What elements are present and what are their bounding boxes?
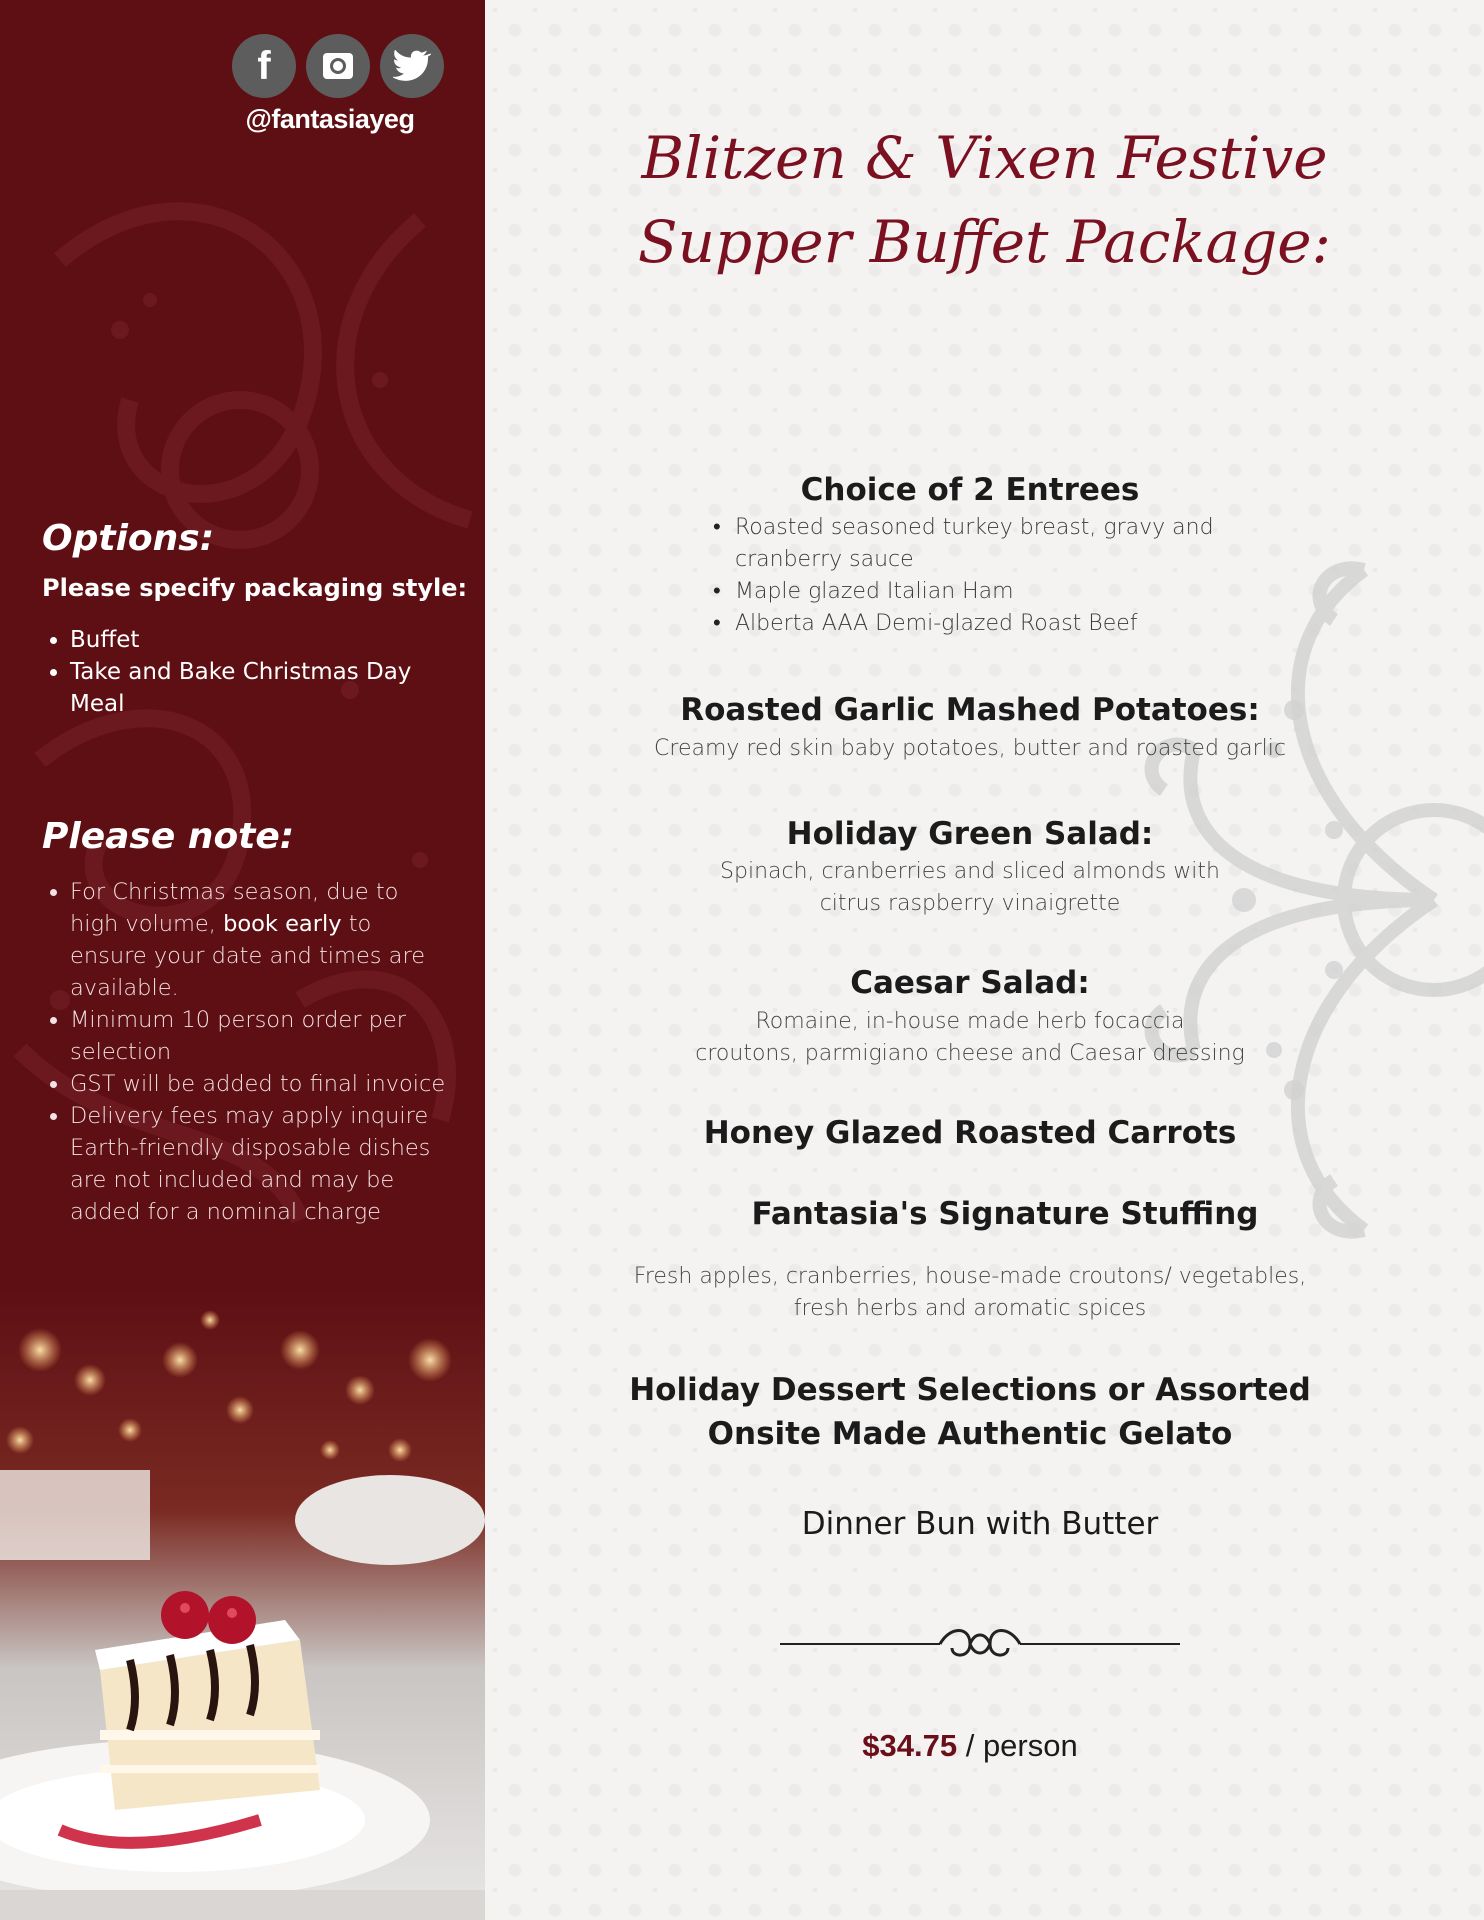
green-salad-description [485,856,1455,920]
twitter-icon[interactable] [380,34,444,98]
price [485,1728,1455,1764]
stuffing-desc-line-2: fresh herbs and aromatic spices [793,1296,1147,1321]
caesar-desc-line-1: Romaine, in-house made herb focaccia [755,1009,1185,1034]
price-unit: / person [965,1728,1078,1763]
list-item: • Roasted seasoned turkey breast, gravy and cranberry sauce [713,512,1233,576]
notes-list [42,876,450,1228]
sidebar [0,0,485,1920]
title-line-2: Supper Buffet Package: [637,208,1332,276]
stuffing-desc-line-1: Fresh apples, cranberries, house-made croutons/ vegetables, [633,1264,1307,1289]
green-salad-heading: Holiday Green Salad: [786,816,1154,852]
price-amount: $34.75 [862,1728,958,1763]
list-item: • Take and Bake Christmas Day Meal [70,656,430,720]
dessert-heading-line-2: Onsite Made Authentic Gelato [707,1416,1233,1452]
title-line-1: Blitzen & Vixen Festive [641,124,1328,192]
menu-panel [485,0,1484,1920]
green-salad-desc-line-2: citrus raspberry vinaigrette [819,891,1121,916]
camera-icon [320,48,356,84]
green-salad-desc-line-1: Spinach, cranberries and sliced almonds with [720,859,1220,884]
social-links [232,34,444,98]
entrees-heading: Choice of 2 Entrees [800,472,1140,508]
dessert-heading [485,1368,1455,1456]
list-item: • GST will be added to final invoice [70,1068,450,1100]
list-item: • Alberta AAA Demi-glazed Roast Beef [713,608,1233,640]
caesar-heading: Caesar Salad: [850,965,1090,1001]
potatoes-heading: Roasted Garlic Mashed Potatoes: [680,692,1260,728]
instagram-icon[interactable] [306,34,370,98]
note-text: to ensure your date and times are available. [70,911,426,1001]
stuffing-heading: Fantasia's Signature Stuffing [751,1196,1259,1232]
list-item: • Delivery fees may apply inquire Earth-friendly disposable dishes are not included and may be added for a nominal charge [70,1100,450,1228]
bird-icon [393,50,431,82]
caesar-description [485,1006,1455,1070]
dessert-heading-line-1: Holiday Dessert Selections or Assorted [629,1372,1311,1408]
caesar-desc-line-2: croutons, parmigiano cheese and Caesar dressing [695,1041,1245,1066]
note-heading: Please note: [42,816,295,857]
social-handle[interactable]: @fantasiayeg [245,104,415,134]
list-item: • Minimum 10 person order per selection [70,1004,450,1068]
note-emphasis: book early [223,911,342,937]
ornamental-divider [780,1620,1180,1668]
options-subheading: Please specify packaging style: [42,574,468,602]
note-text: For Christmas season, due to high volume, [70,879,399,937]
list-item: • Buffet [70,624,430,656]
carrots-heading: Honey Glazed Roasted Carrots [703,1115,1237,1151]
list-item [70,876,450,1004]
potatoes-description: Creamy red skin baby potatoes, butter and roasted garlic [654,736,1286,761]
options-list [42,624,430,720]
options-heading: Options: [42,518,215,559]
page-title [485,116,1484,284]
facebook-icon[interactable]: f [232,34,296,98]
stuffing-description [485,1261,1455,1325]
entrees-list [713,512,1233,640]
dessert-photo [0,1290,485,1920]
list-item: • Maple glazed Italian Ham [713,576,1233,608]
bun-heading: Dinner Bun with Butter [801,1506,1159,1542]
